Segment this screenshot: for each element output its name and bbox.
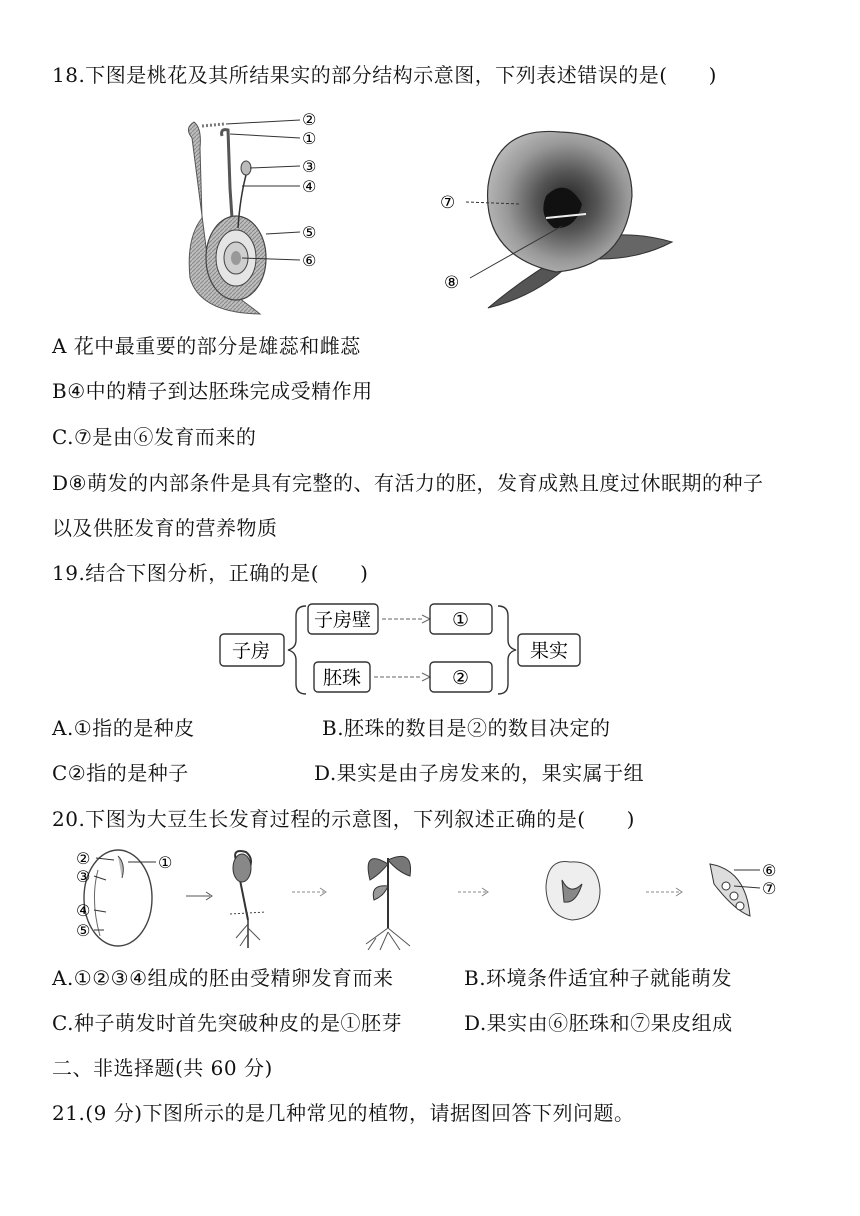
seed-label-5: ⑤ <box>76 921 91 940</box>
seed-label-2: ② <box>76 849 91 868</box>
q19-option-c: C②指的是种子 <box>52 761 189 785</box>
q18-stem: 18.下图是桃花及其所结果实的部分结构示意图，下列表述错误的是( ) <box>52 63 717 87</box>
q19-stem: 19.结合下图分析，正确的是( ) <box>52 561 369 585</box>
q20-option-b: B.环境条件适宜种子就能萌发 <box>464 966 733 990</box>
q20-option-a: A.①②③④组成的胚由受精卵发育而来 <box>52 966 394 990</box>
flower-label-4: ④ <box>302 177 317 196</box>
q20-option-d: D.果实由⑥胚珠和⑦果皮组成 <box>464 1011 733 1035</box>
flow-ovule: 胚珠 <box>323 667 362 689</box>
q18-option-c: C.⑦是由⑥发育而来的 <box>52 425 257 449</box>
flow-fruit: 果实 <box>530 640 569 662</box>
flower-label-2: ② <box>302 110 317 129</box>
flower-label-6: ⑥ <box>302 251 317 270</box>
peach-fruit-figure <box>436 126 686 316</box>
seed-label-4: ④ <box>76 901 91 920</box>
q21-stem: 21.(9 分)下图所示的是几种常见的植物，请据图回答下列问题。 <box>52 1101 635 1125</box>
q20-stem: 20.下图为大豆生长发育过程的示意图，下列叙述正确的是( ) <box>52 807 635 831</box>
q18-option-d-continued: 以及供胚发育的营养物质 <box>52 516 278 540</box>
flow-output-1: ① <box>452 609 470 631</box>
section-heading: 二、非选择题(共 60 分) <box>52 1056 273 1080</box>
flow-output-2: ② <box>452 667 470 689</box>
seed-label-3: ③ <box>76 867 91 886</box>
seed-label-1: ① <box>158 853 173 872</box>
peach-flower-pistil-figure <box>180 108 340 318</box>
q19-option-d: D.果实是由子房发来的，果实属于组 <box>314 761 645 785</box>
soybean-growth-figure <box>70 840 790 952</box>
q19-option-b: B.胚珠的数目是②的数目决定的 <box>322 716 611 740</box>
flow-ovary: 子房 <box>232 640 271 662</box>
q20-option-c: C.种子萌发时首先突破种皮的是①胚芽 <box>52 1011 402 1035</box>
pod-label-6: ⑥ <box>762 861 777 880</box>
ovary-development-flowchart <box>210 596 590 700</box>
q18-option-b: B④中的精子到达胚珠完成受精作用 <box>52 379 373 403</box>
fruit-label-8: ⑧ <box>444 273 460 293</box>
q19-option-a: A.①指的是种皮 <box>52 716 195 740</box>
pod-label-7: ⑦ <box>762 879 777 898</box>
flower-label-1: ① <box>302 129 317 148</box>
q18-option-a: A 花中最重要的部分是雄蕊和雌蕊 <box>52 334 361 358</box>
fruit-label-7: ⑦ <box>440 193 456 213</box>
q18-option-d: D⑧萌发的内部条件是具有完整的、有活力的胚，发育成熟且度过休眠期的种子 <box>52 471 764 495</box>
flow-ovary-wall: 子房壁 <box>314 609 372 631</box>
flower-label-3: ③ <box>302 157 317 176</box>
flower-label-5: ⑤ <box>302 223 317 242</box>
